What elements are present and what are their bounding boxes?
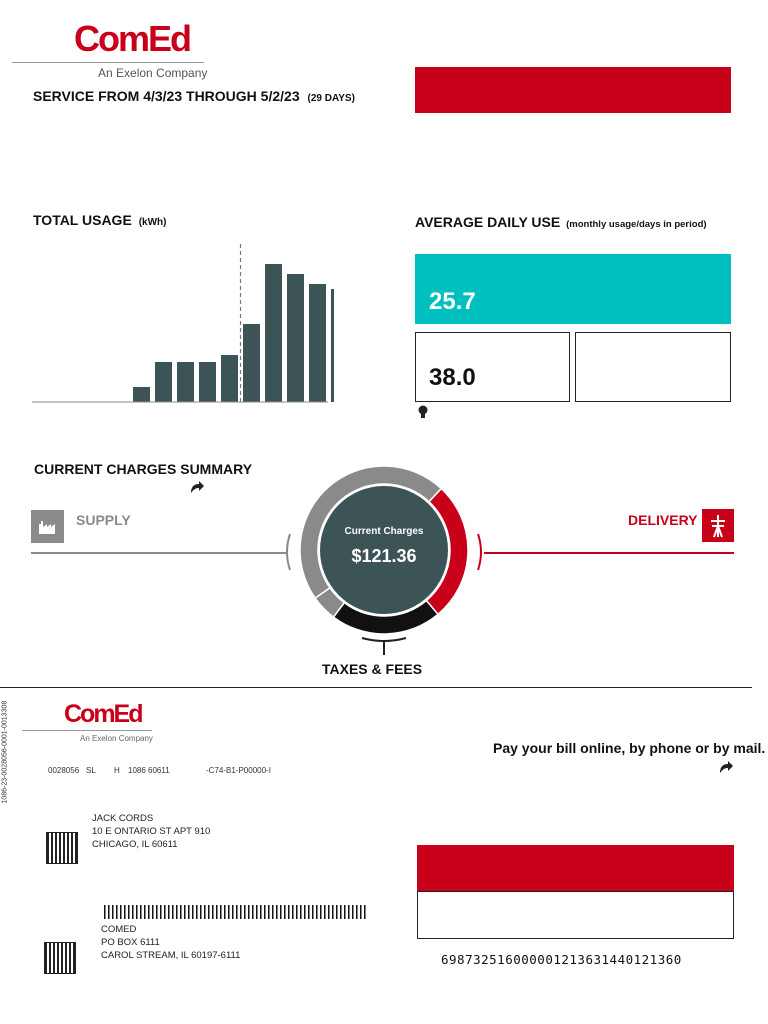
bracket-bottom <box>362 638 406 655</box>
charges-summary-title: CURRENT CHARGES SUMMARY <box>34 461 253 477</box>
logo-tagline: An Exelon Company <box>98 66 208 80</box>
usage-bar <box>199 362 216 402</box>
supply-icon-tile <box>31 510 64 543</box>
amount-due-banner <box>415 67 731 113</box>
delivery-icon-tile <box>702 509 734 542</box>
delivery-line <box>484 552 734 554</box>
remit-address <box>101 923 240 962</box>
comed-logo: ComEd <box>74 18 190 59</box>
total-usage-heading <box>33 212 166 228</box>
stub-amount-banner <box>417 845 734 891</box>
stub-logo-tagline: An Exelon Company <box>80 734 153 743</box>
service-period-text: SERVICE FROM 4/3/23 THROUGH 5/2/23 <box>33 88 300 104</box>
current-charges-label: Current Charges <box>344 526 424 537</box>
account-code-1: 0028056 <box>48 766 80 775</box>
customer-street: 10 E ONTARIO ST APT 910 <box>92 826 211 837</box>
usage-bar <box>309 284 326 402</box>
stub-comed-logo: ComEd <box>64 700 142 728</box>
account-code-4: 1086 60611 <box>128 766 170 775</box>
bracket-right <box>478 534 481 570</box>
stub-curved-arrow-icon <box>718 760 734 774</box>
prior-average-tile <box>415 332 570 402</box>
supply-label: SUPPLY <box>76 512 131 528</box>
account-code-5: -C74-B1-P00000-I <box>206 766 271 775</box>
prior-average-value: 38.0 <box>429 364 476 391</box>
customer-address <box>92 812 210 851</box>
stub-logo-divider <box>22 730 152 731</box>
account-code-3: H <box>114 766 120 775</box>
average-daily-title: AVERAGE DAILY USE <box>415 214 561 230</box>
usage-bar <box>265 264 282 402</box>
service-period <box>33 88 355 104</box>
customer-name: JACK CORDS <box>92 813 154 824</box>
amount-enclosed-box <box>417 891 734 939</box>
lightbulb-icon <box>417 405 429 419</box>
bracket-left <box>287 534 290 570</box>
comparison-tile-empty <box>575 332 731 402</box>
remit-name: COMED <box>101 924 137 935</box>
usage-bar <box>133 387 150 402</box>
remit-street: PO BOX 6111 <box>101 937 160 948</box>
scanline: 698732516000001213631440121360 <box>441 952 682 967</box>
pay-instructions: Pay your bill online, by phone or by mail. <box>493 740 766 756</box>
curved-arrow-icon <box>189 480 205 494</box>
logo-divider <box>12 62 204 63</box>
average-daily-heading <box>415 214 707 230</box>
supply-line <box>31 552 286 554</box>
usage-bar <box>243 324 260 402</box>
stub-divider <box>0 687 752 688</box>
power-tower-icon <box>702 509 734 542</box>
current-average-tile <box>415 254 731 324</box>
usage-bar-chart <box>30 238 334 408</box>
account-code-2: SL <box>86 766 96 775</box>
usage-bar <box>221 355 238 402</box>
average-daily-subtitle: (monthly usage/days in period) <box>566 219 707 230</box>
usage-bar <box>287 274 304 402</box>
taxes-fees-label: TAXES & FEES <box>322 661 423 677</box>
side-code: 1086-23-0028056-0001-0013308 <box>1 700 9 804</box>
delivery-label: DELIVERY <box>628 512 698 528</box>
current-average-value: 25.7 <box>429 288 476 315</box>
factory-icon <box>31 510 64 543</box>
total-usage-title: TOTAL USAGE <box>33 212 132 228</box>
service-days: (29 DAYS) <box>307 93 355 104</box>
total-usage-unit: (kWh) <box>138 217 167 228</box>
customer-2d-barcode <box>46 832 78 864</box>
remit-2d-barcode <box>44 942 76 974</box>
account-line <box>48 766 288 778</box>
remit-city: CAROL STREAM, IL 60197-6111 <box>101 950 241 961</box>
customer-city: CHICAGO, IL 60611 <box>92 839 178 850</box>
usage-bar <box>177 362 194 402</box>
postal-barcode <box>104 905 368 919</box>
usage-bar <box>155 362 172 402</box>
usage-bar <box>331 289 334 402</box>
current-charges-amount: $121.36 <box>351 546 417 566</box>
